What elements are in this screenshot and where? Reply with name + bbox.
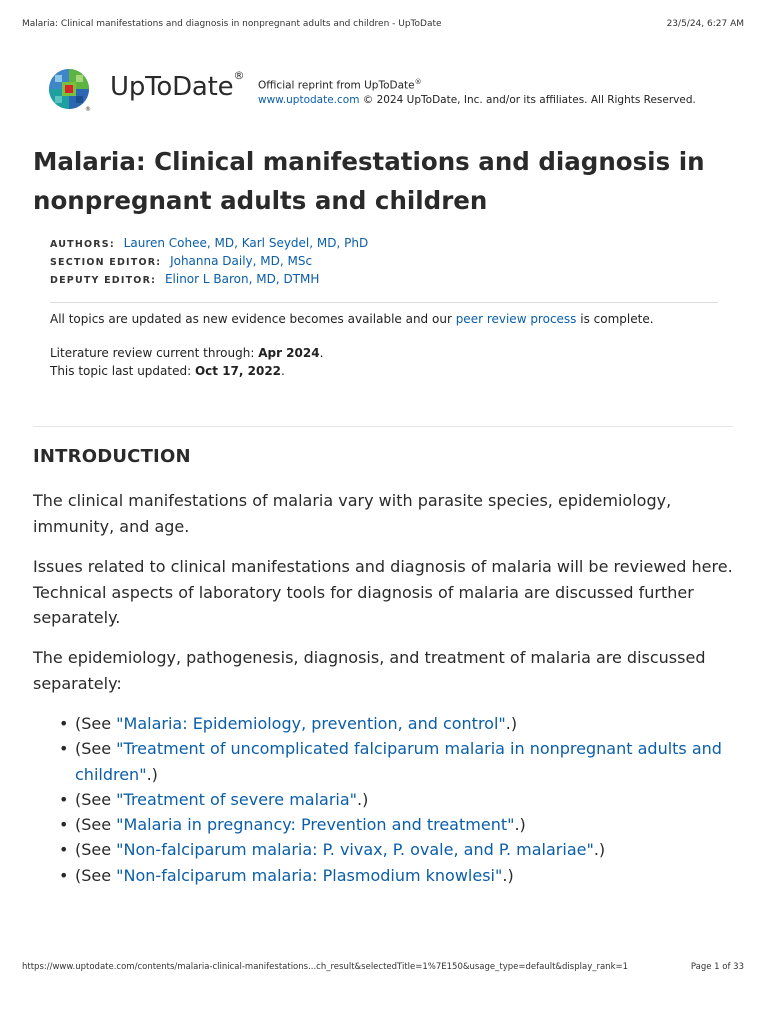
reference-link[interactable]: "Malaria in pregnancy: Prevention and treatment" <box>116 815 515 835</box>
brand-name: UpToDate® <box>110 69 245 102</box>
list-item: • (See "Malaria in pregnancy: Prevention and treatment".) <box>59 815 526 835</box>
reference-link[interactable]: "Malaria: Epidemiology, prevention, and control" <box>116 714 506 733</box>
update-notice: All topics are updated as new evidence becomes available and our peer review process is complete. <box>50 312 654 326</box>
reference-link[interactable]: "Treatment of severe malaria" <box>116 789 358 809</box>
credit-deputy-editor: DEPUTY EDITOR: Elinor L Baron, MD, DTMH <box>50 272 320 286</box>
deputy-editor-link[interactable]: Elinor L Baron, MD, DTMH <box>164 272 320 286</box>
list-item: • (See "Non-falciparum malaria: Plasmodium knowlesi".) <box>59 865 514 885</box>
reference-list <box>55 711 735 888</box>
review-dates <box>50 344 323 380</box>
print-footer <box>22 962 744 976</box>
copyright-text: © 2024 UpToDate, Inc. and/or its affiliates. All Rights Reserved. <box>359 93 696 106</box>
peer-review-link[interactable]: peer review process <box>455 312 577 326</box>
uptodate-logo-icon <box>48 68 92 112</box>
divider <box>33 426 733 427</box>
divider <box>50 302 718 303</box>
print-doc-title: Malaria: Clinical manifestations and diagnosis in nonpregnant adults and children - UpToDate <box>22 19 442 29</box>
reference-link[interactable]: "Non-falciparum malaria: Plasmodium knowlesi" <box>116 865 503 885</box>
reference-link[interactable]: "Treatment of uncomplicated falciparum malaria in nonpregnant adults and children" <box>75 739 722 784</box>
section-editor-link[interactable]: Johanna Daily, MD, MSc <box>170 254 313 268</box>
list-item: • (See "Non-falciparum malaria: P. vivax, P. ovale, and P. malariae".) <box>59 840 606 860</box>
svg-text:®: ® <box>85 106 91 112</box>
uptodate-link[interactable]: www.uptodate.com <box>258 93 360 106</box>
print-timestamp: 23/5/24, 6:27 AM <box>666 19 744 29</box>
list-item: • (See "Treatment of uncomplicated falciparum malaria in nonpregnant adults and children".) <box>59 739 722 784</box>
reprint-notice: Official reprint from UpToDate® www.uptodate.com © 2024 UpToDate, Inc. and/or its affiliates. All Rights Reserved. <box>258 78 696 106</box>
credit-authors: AUTHORS: Lauren Cohee, MD, Karl Seydel, MD, PhD <box>50 236 369 250</box>
brand[interactable] <box>48 68 248 114</box>
paragraph: Issues related to clinical manifestations and diagnosis of malaria will be reviewed here. Technical aspects of laboratory tools for diagnosis of malaria are discussed further separately. <box>33 557 733 627</box>
reprint-line: Official reprint from UpToDate <box>258 79 415 92</box>
list-item: • (See "Treatment of severe malaria".) <box>59 789 369 809</box>
last-updated: This topic last updated: Oct 17, 2022. <box>50 364 285 378</box>
section-heading: INTRODUCTION <box>33 446 191 467</box>
credits <box>50 235 368 289</box>
page-title: Malaria: Clinical manifestations and diagnosis in nonpregnant adults and children <box>33 147 705 215</box>
paragraph: The epidemiology, pathogenesis, diagnosis, and treatment of malaria are discussed separately: <box>33 648 706 693</box>
paragraph: The clinical manifestations of malaria vary with parasite species, epidemiology, immunity, and age. <box>33 491 672 536</box>
print-url: https://www.uptodate.com/contents/malaria-clinical-manifestations...ch_result&selectedTitle=1%7E150&usage_type=default&display_rank=1 <box>22 962 629 972</box>
print-header <box>22 19 744 33</box>
list-item: • (See "Malaria: Epidemiology, prevention, and control".) <box>59 714 518 733</box>
credit-section-editor: SECTION EDITOR: Johanna Daily, MD, MSc <box>50 254 313 268</box>
authors-link[interactable]: Lauren Cohee, MD, Karl Seydel, MD, PhD <box>123 236 369 250</box>
page-number: Page 1 of 33 <box>690 962 744 972</box>
literature-review: Literature review current through: Apr 2024. <box>50 346 324 360</box>
reference-link[interactable]: "Non-falciparum malaria: P. vivax, P. ovale, and P. malariae" <box>116 840 594 860</box>
